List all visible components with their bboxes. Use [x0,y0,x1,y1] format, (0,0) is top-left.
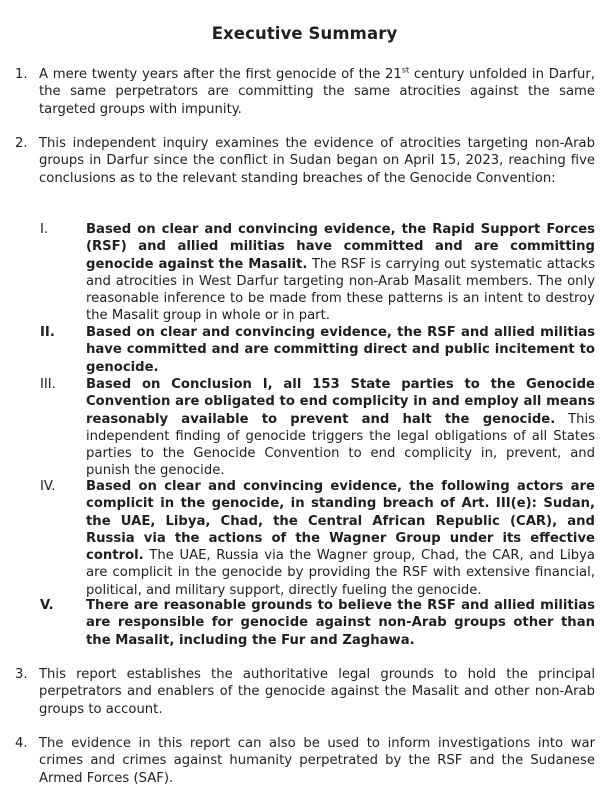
ordinal-suffix: st [401,65,410,75]
conclusion-numeral: II. [40,325,55,340]
list-item-text: This report establishes the authoritative legal grounds to hold the principal perpetrators and enablers of the genocide against the Masalit and other non-Arab groups to account. [39,667,595,717]
conclusion-4 [40,478,595,599]
list-item-number: 2. [15,136,28,151]
conclusion-5 [40,597,595,649]
list-item-text: This independent inquiry examines the evidence of atrocities targeting non-Arab groups in Darfur since the conflict in Sudan began on April 15, 2023, reaching five conclusions as to the relevant standing breaches of the Genocide Convention: [39,136,595,186]
conclusion-3 [40,376,595,480]
conclusion-2 [40,324,595,376]
conclusion-numeral: III. [40,377,56,392]
list-item-number: 4. [15,736,28,751]
list-item-text: A mere twenty years after the first genocide of the 21st century unfolded in Darfur, the same perpetrators are committing the same atrocities against the same targeted groups with impunity. [39,65,595,117]
conclusion-text: Based on clear and convincing evidence, the Rapid Support Forces (RSF) and allied militias have committed and are committing genocide against the Masalit. The RSF is carrying out systematic attacks and atrocities in West Darfur targeting non-Arab Masalit members. The only reasonable inference to be made from these patterns is an intent to destroy the Masalit group in whole or in part. [86,222,595,324]
list-item-4 [15,735,595,787]
conclusion-numeral: V. [40,598,54,613]
list-item-3 [15,666,595,718]
list-item-number: 1. [15,67,28,82]
conclusion-numeral: I. [40,222,49,237]
page-title: Executive Summary [211,24,398,43]
list-item-2 [15,135,595,187]
conclusion-text: Based on Conclusion I, all 153 State parties to the Genocide Convention are obligated to end complicity in and employ all means reasonably available to prevent and halt the genocide. This independent finding of genocide triggers the legal obligations of all States parties to the Genocide Convention to end complicity in, prevent, and punish the genocide. [86,377,596,479]
list-item-1 [15,66,595,118]
conclusion-text: There are reasonable grounds to believe the RSF and allied militias are responsible for genocide against non-Arab groups other than the Masalit, including the Fur and Zaghawa. [86,598,595,648]
conclusion-text: Based on clear and convincing evidence, the RSF and allied militias have committed and are committing direct and public incitement to genocide. [86,325,595,375]
conclusion-numeral: IV. [40,479,56,494]
conclusion-text: Based on clear and convincing evidence, the following actors are complicit in the genocide, in standing breach of Art. III(e): Sudan, the UAE, Libya, Chad, the Central African Republic (CAR), and Russia via the actions of the Wagner Group under its effective control. The UAE, Russia via the Wagner group, Chad, the CAR, and Libya are complicit in the genocide by providing the RSF with extensive financial, political, and military support, directly fueling the genocide. [86,479,595,598]
conclusion-1 [40,221,595,325]
list-item-number: 3. [15,667,28,682]
list-item-text: The evidence in this report can also be used to inform investigations into war crimes and crimes against humanity perpetrated by the RSF and the Sudanese Armed Forces (SAF). [39,736,595,786]
